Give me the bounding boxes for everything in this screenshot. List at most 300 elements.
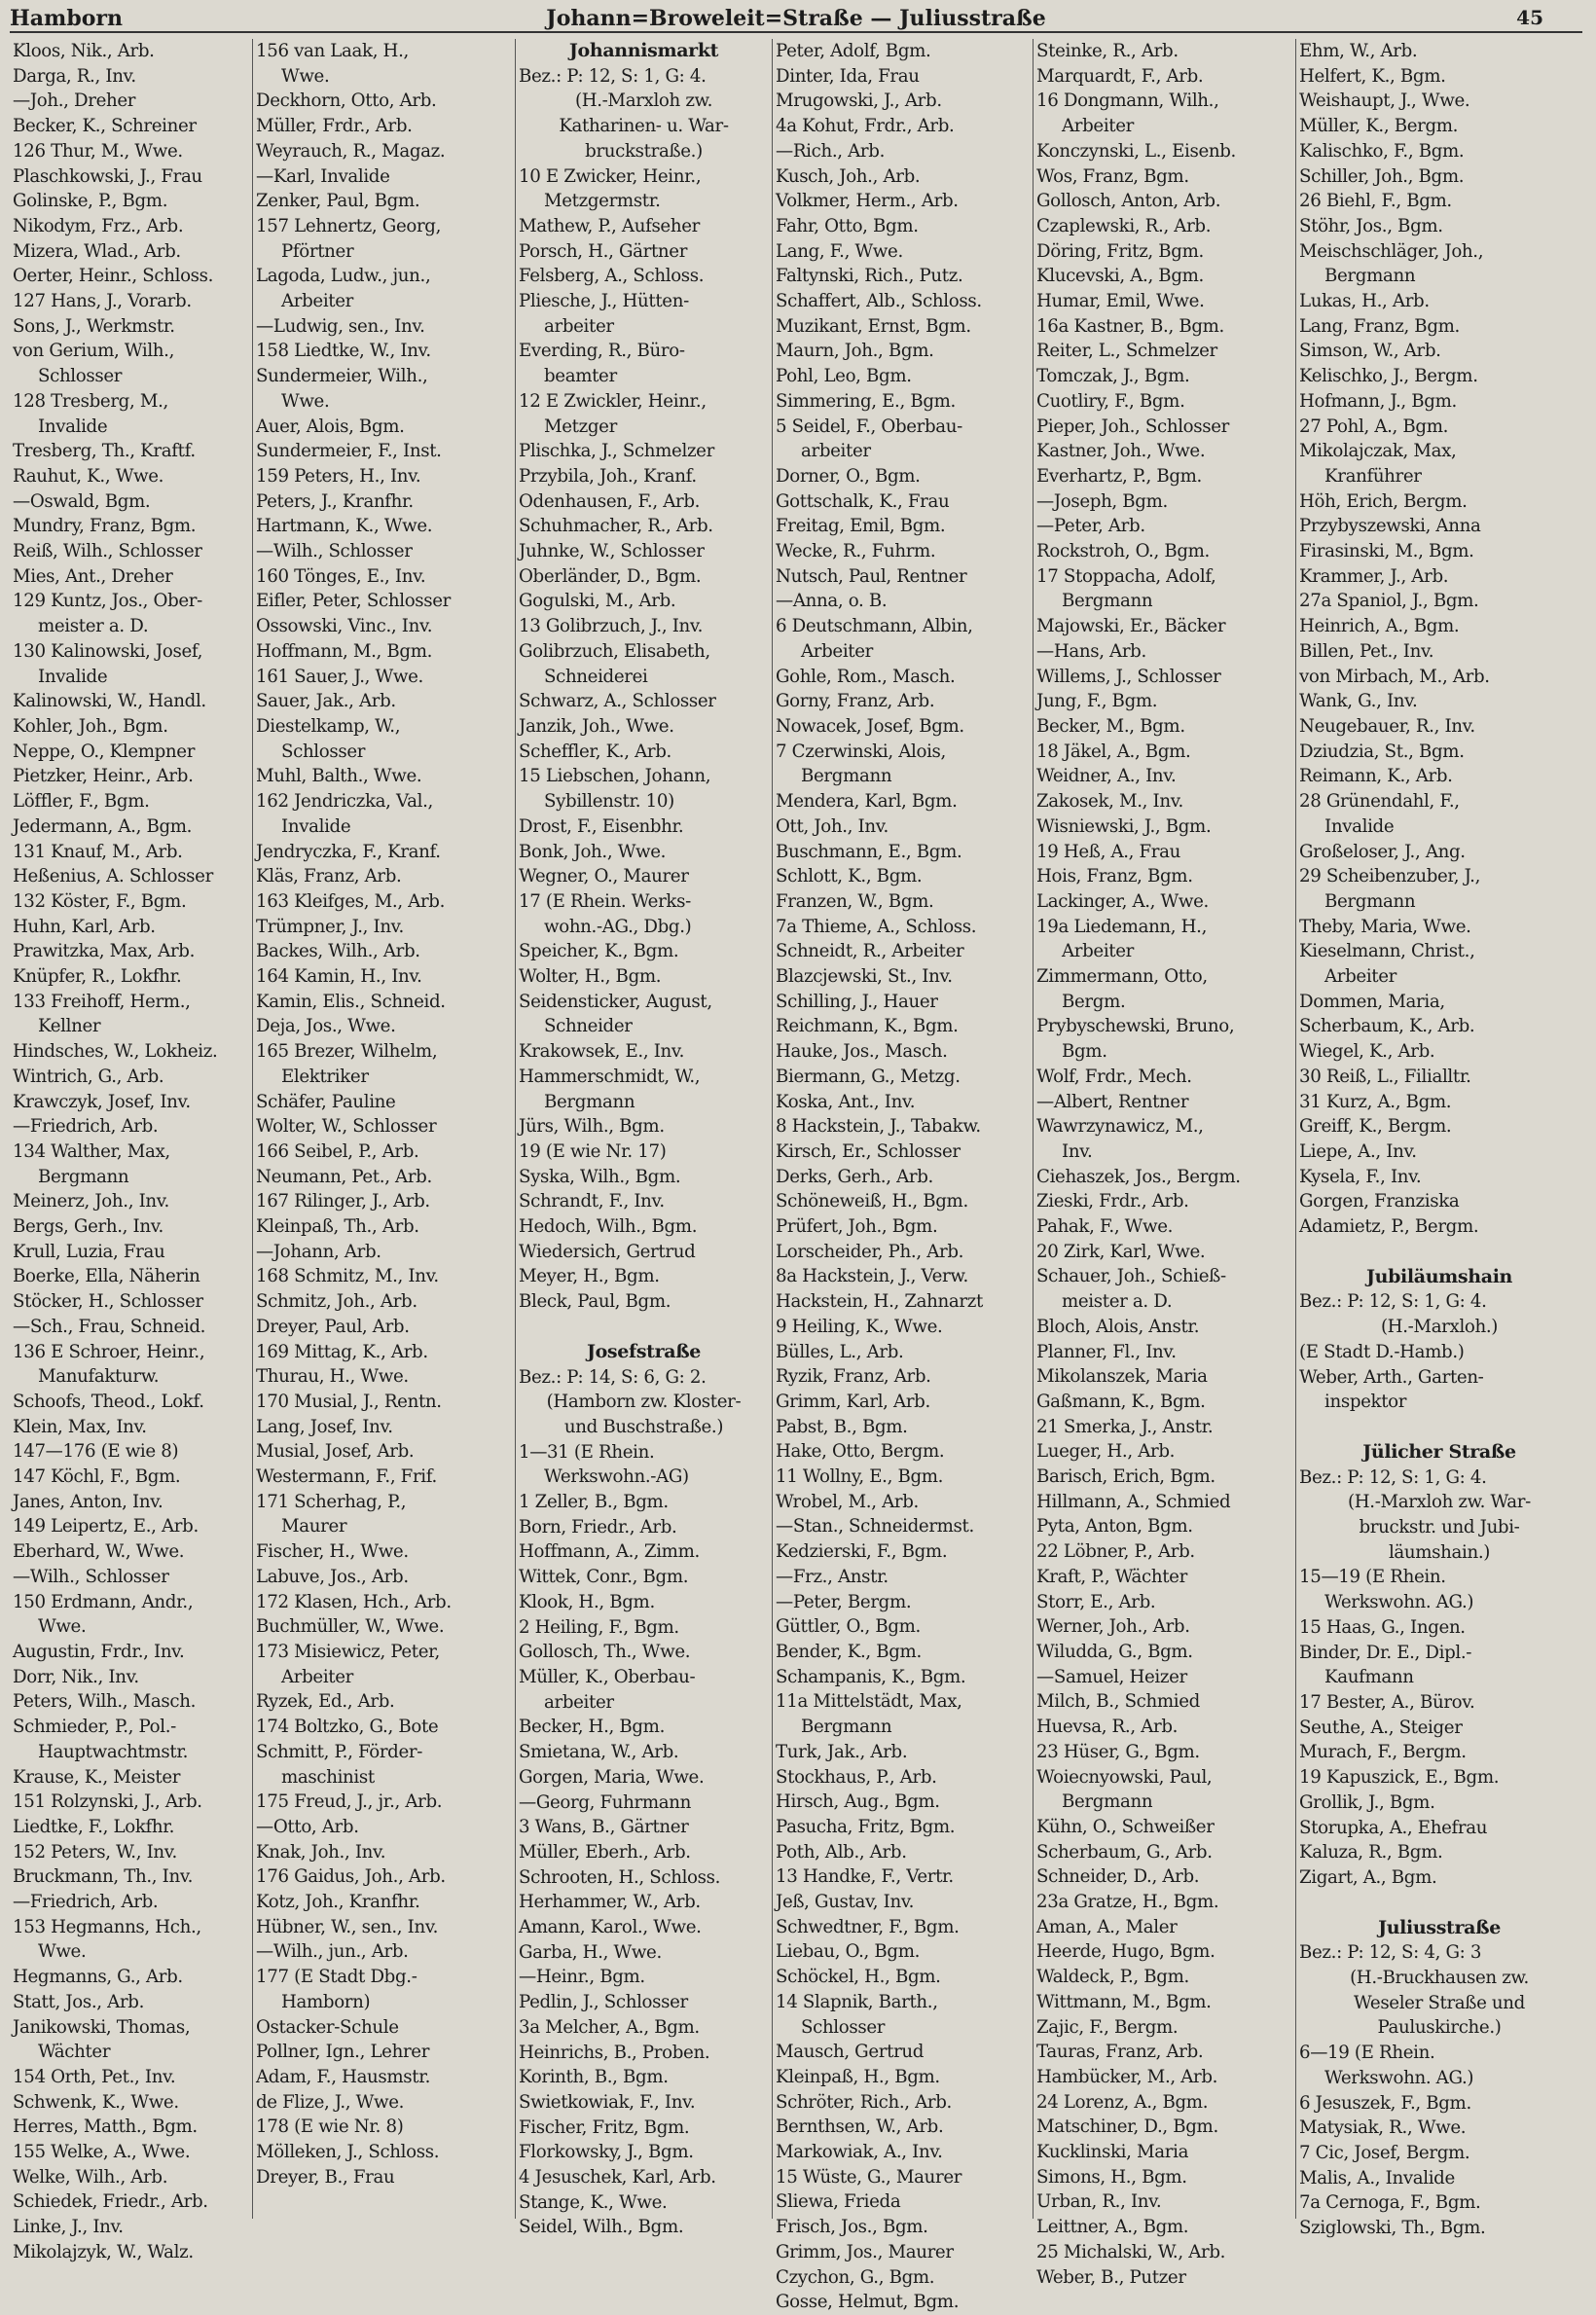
directory-entry-line: —Peter, Arb. [1036, 516, 1145, 537]
directory-entry-line: (H.-Marxloh zw. War- [1348, 1492, 1531, 1513]
directory-entry-line: Wwe. [38, 1941, 87, 1963]
directory-entry-line: Eifler, Peter, Schlosser [256, 591, 452, 612]
directory-entry-line: maschinist [281, 1766, 375, 1788]
directory-entry-line: Kalinowski, W., Handl. [13, 691, 206, 712]
header-street-range: Johann=Broweleit=Straße — Juliusstraße [546, 6, 1046, 31]
directory-entry-line: 130 Kalinowski, Josef, [13, 640, 203, 662]
directory-entry-line: Cuotliry, F., Bgm. [1036, 390, 1185, 412]
directory-entry-line: Mizera, Wlad., Arb. [13, 240, 181, 262]
directory-entry-line: Kleinpaß, Th., Arb. [256, 1216, 419, 1238]
directory-entry-line: Czaplewski, R., Arb. [1036, 215, 1212, 236]
directory-entry-line: Waldeck, P., Bgm. [1036, 1967, 1189, 1988]
directory-entry-line: Wwe. [38, 1616, 87, 1638]
directory-entry-line: Schöckel, H., Bgm. [776, 1967, 941, 1988]
directory-entry-line: Golibrzuch, Elisabeth, [519, 640, 710, 662]
directory-entry-line: Bergmann [38, 1166, 129, 1187]
directory-entry-line: Schiedek, Friedr., Arb. [13, 2191, 208, 2213]
directory-entry-line: 11a Mittelstädt, Max, [776, 1691, 962, 1713]
directory-entry-line: Bgm. [1062, 1041, 1107, 1063]
directory-entry-line: —Friedrich, Arb. [13, 1116, 159, 1138]
directory-column-4 [773, 39, 1034, 2313]
directory-entry-line: Schwarz, A., Schlosser [519, 691, 716, 712]
directory-entry-line: Bleck, Paul, Bgm. [519, 1291, 671, 1313]
directory-entry-line: Arbeiter [281, 1666, 354, 1687]
directory-entry-line: 1—31 (E Rhein. [519, 1441, 655, 1463]
directory-entry-line: Güttler, O., Bgm. [776, 1616, 921, 1638]
directory-entry-line: Binder, Dr. E., Dipl.- [1299, 1642, 1472, 1663]
directory-entry-line: Billen, Pet., Inv. [1299, 640, 1434, 662]
directory-entry-line: Mies, Ant., Dreher [13, 565, 173, 587]
directory-entry-line: Przybila, Joh., Kranf. [519, 465, 697, 487]
directory-entry-line: 23a Gratze, H., Bgm. [1036, 1892, 1219, 1913]
directory-entry-line: Grimm, Jos., Maurer [776, 2241, 954, 2262]
directory-entry-line: Meyer, H., Bgm. [519, 1266, 660, 1287]
directory-entry-line: 15 Wüste, G., Maurer [776, 2166, 962, 2188]
directory-entry-line: Frisch, Jos., Bgm. [776, 2217, 928, 2238]
directory-entry-line: 19 (E wie Nr. 17) [519, 1140, 667, 1162]
directory-entry-line: Everding, R., Büro- [519, 341, 685, 362]
directory-entry-line: Nutsch, Paul, Rentner [776, 565, 967, 587]
directory-entry-line: 163 Kleifges, M., Arb. [256, 890, 446, 912]
directory-entry-line: Schiller, Joh., Bgm. [1299, 165, 1465, 187]
directory-entry-line: Derks, Gerh., Arb. [776, 1166, 933, 1187]
directory-entry-line: Sybillenstr. 10) [544, 791, 674, 813]
directory-entry-line: Adam, F., Hausmstr. [256, 2066, 431, 2087]
directory-entry-line: Kysela, F., Inv. [1299, 1166, 1422, 1187]
directory-entry-line: —Samuel, Heizer [1036, 1666, 1187, 1687]
directory-entry-line: Stöcker, H., Schlosser [13, 1291, 203, 1313]
directory-entry-line: Faltynski, Rich., Putz. [776, 266, 963, 287]
directory-entry-line: 175 Freud, J., jr., Arb. [256, 1791, 443, 1813]
directory-entry-line: Odenhausen, F., Arb. [519, 490, 701, 512]
directory-entry-line: Hübner, W., sen., Inv. [256, 1916, 439, 1937]
directory-entry-line: Pliesche, J., Hütten- [519, 291, 689, 312]
directory-entry-line: Hake, Otto, Bergm. [776, 1441, 945, 1463]
directory-entry-line: —Oswald, Bgm. [13, 490, 151, 512]
directory-entry-line: Kirsch, Er., Schlosser [776, 1140, 961, 1162]
directory-entry-line: Weishaupt, J., Wwe. [1299, 90, 1470, 112]
directory-entry-line: Bergmann [1324, 890, 1416, 912]
section-gap [1299, 1891, 1579, 1916]
directory-entry-line: 129 Kuntz, Jos., Ober- [13, 591, 202, 612]
directory-entry-line: Hois, Franz, Bgm. [1036, 866, 1193, 887]
directory-entry-line: Schlosser [281, 741, 366, 762]
directory-entry-line: 177 (E Stadt Dbg.- [256, 1967, 417, 1988]
directory-entry-line: 15—19 (E Rhein. [1299, 1567, 1446, 1588]
directory-entry-line: Hauptwachtmstr. [38, 1741, 189, 1762]
directory-entry-line: Stange, K., Wwe. [519, 2191, 668, 2213]
directory-entry-line: Fischer, H., Wwe. [256, 1541, 409, 1563]
directory-entry-line: Czychon, G., Bgm. [776, 2266, 935, 2288]
directory-entry-line: 27 Pohl, A., Bgm. [1299, 416, 1449, 437]
directory-entry-line: Leittner, A., Bgm. [1036, 2217, 1189, 2238]
directory-entry-line: Bergmann [1324, 266, 1416, 287]
directory-entry-line: Born, Friedr., Arb. [519, 1516, 677, 1537]
directory-column-3 [516, 39, 773, 2238]
directory-entry-line: Dreyer, B., Frau [256, 2166, 395, 2188]
directory-entry-line: —Albert, Rentner [1036, 1091, 1189, 1112]
directory-entry-line: Schauer, Joh., Schieß- [1036, 1266, 1226, 1287]
directory-entry-line: 2 Heiling, F., Bgm. [519, 1616, 679, 1638]
directory-entry-line: Garba, H., Wwe. [519, 1941, 662, 1963]
directory-entry-line: 170 Musial, J., Rentn. [256, 1391, 442, 1412]
directory-entry-line: 25 Michalski, W., Arb. [1036, 2241, 1226, 2262]
directory-entry-line: 16 Dongmann, Wilh., [1036, 90, 1219, 112]
directory-entry-line: Peters, Wilh., Masch. [13, 1691, 197, 1713]
directory-entry-line: Hillmann, A., Schmied [1036, 1491, 1231, 1512]
directory-entry-line: Reiß, Wilh., Schlosser [13, 541, 202, 562]
directory-entry-line: 147 Köchl, F., Bgm. [13, 1466, 181, 1488]
directory-entry-line: Bonk, Joh., Wwe. [519, 841, 667, 862]
directory-entry-line: Grimm, Karl, Arb. [776, 1391, 930, 1412]
directory-entry-line: —Wilh., Schlosser [13, 1566, 169, 1587]
directory-entry-line: Bez.: P: 12, S: 1, G: 4. [1299, 1466, 1487, 1488]
directory-entry-line: Pabst, B., Bgm. [776, 1416, 908, 1437]
directory-entry-line: 174 Boltzko, G., Bote [256, 1717, 439, 1738]
directory-entry-line: —Otto, Arb. [256, 1816, 359, 1837]
directory-entry-line: Drost, F., Eisenbhr. [519, 815, 684, 837]
directory-entry-line: Wittek, Conr., Bgm. [519, 1567, 689, 1588]
directory-entry-line: Wisniewski, J., Bgm. [1036, 815, 1212, 837]
directory-entry-line: Buchmüller, W., Wwe. [256, 1616, 445, 1638]
directory-entry-line: Schröter, Rich., Arb. [776, 2091, 952, 2113]
directory-entry-line: 134 Walther, Max, [13, 1140, 170, 1162]
directory-entry-line: Marquardt, F., Arb. [1036, 65, 1204, 87]
directory-entry-line: Bez.: P: 12, S: 1, G: 4. [1299, 1291, 1487, 1313]
directory-entry-line: Schmitz, Joh., Arb. [256, 1291, 417, 1313]
directory-entry-line: Neugebauer, R., Inv. [1299, 715, 1475, 737]
directory-column-2 [253, 39, 516, 2219]
directory-entry-line: Wwe. [281, 390, 330, 412]
directory-entry-line: Schneiderei [544, 666, 648, 687]
directory-entry-line: Weber, B., Putzer [1036, 2266, 1186, 2288]
directory-entry-line: 164 Kamin, H., Inv. [256, 966, 422, 988]
directory-entry-line: 9 Heiling, K., Wwe. [776, 1316, 943, 1337]
directory-entry-line: Wawrzynawicz, M., [1036, 1116, 1204, 1138]
directory-entry-line: Janzik, Joh., Wwe. [519, 715, 674, 737]
directory-entry-line: Volkmer, Herm., Arb. [776, 191, 959, 212]
directory-entry-line: Thurau, H., Wwe. [256, 1366, 409, 1388]
directory-entry-line: Freitag, Emil, Bgm. [776, 516, 946, 537]
directory-entry-line: Zenker, Paul, Bgm. [256, 191, 420, 212]
directory-entry-line: Dziudzia, St., Bgm. [1299, 741, 1465, 762]
directory-entry-line: 136 E Schroer, Heinr., [13, 1341, 205, 1362]
directory-entry-line: Hedoch, Wilh., Bgm. [519, 1216, 698, 1238]
directory-entry-line: Koska, Ant., Inv. [776, 1091, 916, 1112]
directory-entry-line: Lueger, H., Arb. [1036, 1441, 1176, 1463]
directory-entry-line: Felsberg, A., Schloss. [519, 266, 705, 287]
directory-entry-line: 128 Tresberg, M., [13, 390, 168, 412]
directory-entry-line: Arbeiter [1324, 966, 1397, 988]
directory-entry-line: Lorscheider, Ph., Arb. [776, 1241, 964, 1262]
directory-entry-line: Tomczak, J., Bgm. [1036, 366, 1190, 387]
directory-entry-line: Stöhr, Jos., Bgm. [1299, 215, 1443, 236]
directory-entry-line: Barisch, Erich, Bgm. [1036, 1466, 1215, 1488]
directory-entry-line: Nikodym, Frz., Arb. [13, 215, 184, 236]
directory-entry-line: 19 Kapuszick, E., Bgm. [1299, 1767, 1500, 1789]
directory-entry-line: 162 Jendriczka, Val., [256, 791, 433, 813]
directory-entry-line: Hambücker, M., Arb. [1036, 2066, 1218, 2087]
directory-entry-line: 6—19 (E Rhein. [1299, 2043, 1435, 2064]
directory-entry-line: 155 Welke, A., Wwe. [13, 2142, 191, 2163]
directory-entry-line: 156 van Laak, H., [256, 41, 409, 61]
directory-entry-line: Sundermeier, F., Inst. [256, 441, 442, 462]
section-gap [1299, 1240, 1579, 1265]
directory-entry-line: von Mirbach, M., Arb. [1299, 666, 1490, 687]
directory-entry-line: Diestelkamp, W., [256, 715, 401, 737]
directory-entry-line: Reichmann, K., Bgm. [776, 1016, 959, 1037]
directory-entry-line: Ryzik, Franz, Arb. [776, 1366, 931, 1388]
directory-entry-line: Dorr, Nik., Inv. [13, 1666, 139, 1687]
directory-entry-line: Janikowski, Thomas, [13, 2016, 191, 2038]
directory-entry-line: 158 Liedtke, W., Inv. [256, 341, 431, 362]
directory-entry-line: Katharinen- u. War- [559, 116, 729, 137]
directory-entry-line: Schwenk, K., Wwe. [13, 2091, 179, 2113]
directory-entry-line: Inv. [1062, 1140, 1093, 1162]
directory-entry-line: Pahak, F., Wwe. [1036, 1216, 1174, 1238]
directory-entry-line: 27a Spaniol, J., Bgm. [1299, 591, 1479, 612]
directory-entry-line: Lukas, H., Arb. [1299, 291, 1430, 312]
directory-entry-line: Schuhmacher, R., Arb. [519, 516, 713, 537]
directory-entry-line: Jendryczka, F., Kranf. [256, 841, 441, 862]
directory-entry-line: Schaffert, Alb., Schloss. [776, 291, 982, 312]
directory-entry-line: Fahr, Otto, Bgm. [776, 215, 919, 236]
directory-entry-line: Muzikant, Ernst, Bgm. [776, 315, 971, 337]
directory-entry-line: Lackinger, A., Wwe. [1036, 890, 1209, 912]
directory-entry-line: Schrandt, F., Inv. [519, 1191, 665, 1212]
directory-entry-line: —Heinr., Bgm. [519, 1967, 645, 1988]
directory-entry-line: Wiegel, K., Arb. [1299, 1041, 1435, 1063]
directory-entry-line: Sliewa, Frieda [776, 2191, 901, 2213]
directory-entry-line: Scherbaum, K., Arb. [1299, 1016, 1475, 1037]
street-heading: Johannismarkt [568, 40, 719, 61]
directory-entry-line: 22 Löbner, P., Arb. [1036, 1541, 1195, 1563]
directory-entry-line: Florkowsky, J., Bgm. [519, 2142, 694, 2163]
directory-entry-line: Gohle, Rom., Masch. [776, 666, 956, 687]
directory-entry-line: Gottschalk, K., Frau [776, 490, 950, 512]
directory-entry-line: Storupka, A., Ehefrau [1299, 1817, 1488, 1838]
directory-entry-line: 4 Jesuschek, Karl, Arb. [519, 2167, 716, 2188]
directory-entry-line: 31 Kurz, A., Bgm. [1299, 1091, 1452, 1112]
directory-entry-line: Schlosser [801, 2016, 886, 2038]
directory-entry-line: Schilling, J., Hauer [776, 991, 938, 1012]
directory-entry-line: Scherbaum, G., Arb. [1036, 1841, 1213, 1863]
directory-entry-line: Klucevski, A., Bgm. [1036, 266, 1204, 287]
directory-entry-line: —Friedrich, Arb. [13, 1892, 159, 1913]
directory-entry-line: Neppe, O., Klempner [13, 741, 196, 762]
directory-entry-line: Müller, Frdr., Arb. [256, 116, 413, 137]
directory-entry-line: Simmering, E., Bgm. [776, 390, 956, 412]
directory-entry-line: Bez.: P: 14, S: 6, G: 2. [519, 1366, 707, 1388]
directory-entry-line: Muhl, Balth., Wwe. [256, 766, 422, 787]
directory-entry-line: Willems, J., Schlosser [1036, 666, 1221, 687]
directory-entry-line: Gollosch, Anton, Arb. [1036, 191, 1221, 212]
directory-entry-line: (H.-Marxloh.) [1380, 1317, 1499, 1338]
directory-entry-line: Meischschläger, Joh., [1299, 240, 1484, 262]
directory-entry-line: Wiludda, G., Bgm. [1036, 1642, 1193, 1662]
directory-entry-line: Tresberg, Th., Kraftf. [13, 441, 196, 462]
directory-entry-line: arbeiter [544, 315, 614, 337]
directory-entry-line: Schoofs, Theod., Lokf. [13, 1391, 204, 1412]
directory-entry-line: 17 (E Rhein. Werks- [519, 890, 691, 912]
directory-entry-line: 5 Seidel, F., Oberbau- [776, 416, 962, 437]
directory-entry-line: 7 Czerwinski, Alois, [776, 741, 946, 762]
directory-entry-line: —Hans, Arb. [1036, 640, 1146, 662]
directory-entry-line: Westermann, F., Frif. [256, 1466, 437, 1488]
directory-entry-line: Maurn, Joh., Bgm. [776, 341, 934, 362]
directory-entry-line: Heinrichs, B., Proben. [519, 2042, 710, 2063]
directory-entry-line: Mundry, Franz, Bgm. [13, 516, 197, 537]
directory-entry-line: (E Stadt D.-Hamb.) [1299, 1341, 1465, 1362]
directory-entry-line: Matschiner, D., Bgm. [1036, 2116, 1218, 2138]
header-district: Hamborn [10, 6, 123, 31]
directory-entry-line: Arbeiter [1062, 116, 1135, 137]
directory-entry-line: Mausch, Gertrud [776, 2042, 925, 2063]
directory-entry-line: —Joseph, Bgm. [1036, 490, 1168, 512]
directory-entry-line: 161 Sauer, J., Wwe. [256, 666, 423, 687]
directory-entry-line: Hindsches, W., Lokheiz. [13, 1041, 218, 1063]
directory-entry-line: Gaßmann, K., Bgm. [1036, 1391, 1206, 1412]
page-header [10, 6, 1582, 33]
directory-entry-line: 23 Hüser, G., Bgm. [1036, 1741, 1200, 1762]
directory-entry-line: Kusch, Joh., Arb. [776, 165, 921, 187]
directory-entry-line: Kloos, Nik., Arb. [13, 41, 155, 61]
directory-entry-line: Zimmermann, Otto, [1036, 966, 1208, 988]
directory-entry-line: Mendera, Karl, Bgm. [776, 791, 958, 813]
directory-entry-line: Smietana, W., Arb. [519, 1742, 679, 1763]
directory-entry-line: Großeloser, J., Ang. [1299, 841, 1466, 862]
directory-entry-line: Oerter, Heinr., Schloss. [13, 266, 214, 287]
directory-entry-line: 17 Stoppacha, Adolf, [1036, 565, 1216, 587]
directory-entry-line: Markowiak, A., Inv. [776, 2142, 943, 2163]
directory-entry-line: 160 Tönges, E., Inv. [256, 565, 426, 587]
directory-entry-line: Bez.: P: 12, S: 4, G: 3 [1299, 1942, 1482, 1964]
directory-entry-line: von Gerium, Wilh., [13, 341, 175, 362]
directory-entry-line: Liedtke, F., Lokfhr. [13, 1816, 175, 1837]
directory-entry-line: Kohler, Joh., Bgm. [13, 715, 168, 737]
directory-entry-line: Statt, Jos., Arb. [13, 1991, 145, 2012]
directory-entry-line: Bloch, Alois, Anstr. [1036, 1316, 1200, 1337]
directory-entry-line: —Karl, Invalide [256, 165, 390, 187]
directory-entry-line: —Wilh., jun., Arb. [256, 1941, 409, 1963]
directory-entry-line: Elektriker [281, 1066, 369, 1087]
directory-entry-line: Arbeiter [1062, 941, 1135, 962]
directory-entry-line: Boerke, Ella, Näherin [13, 1266, 200, 1287]
directory-entry-line: 8 Hackstein, J., Tabakw. [776, 1116, 981, 1138]
directory-entry-line: Seidensticker, August, [519, 991, 712, 1012]
directory-entry-line: —Georg, Fuhrmann [519, 1791, 691, 1813]
directory-entry-line: Hoffmann, M., Bgm. [256, 640, 433, 662]
directory-entry-line: Theby, Maria, Wwe. [1299, 916, 1471, 937]
directory-entry-line: Schlott, K., Bgm. [776, 866, 923, 887]
directory-entry-line: Porsch, H., Gärtner [519, 240, 688, 262]
directory-entry-line: meister a. D. [1062, 1291, 1173, 1313]
directory-entry-line: Bernthsen, W., Arb. [776, 2116, 944, 2138]
directory-entry-line: Kaluza, R., Bgm. [1299, 1842, 1443, 1863]
directory-entry-line: Hegmanns, G., Arb. [13, 1967, 183, 1988]
directory-entry-line: 157 Lehnertz, Georg, [256, 215, 442, 236]
directory-entry-line: 15 Liebschen, Johann, [519, 766, 711, 787]
directory-entry-line: Kastner, Joh., Wwe. [1036, 441, 1206, 462]
directory-entry-line: Juhnke, W., Schlosser [519, 541, 705, 562]
directory-entry-line: Matysiak, R., Wwe. [1299, 2117, 1467, 2139]
directory-entry-line: Ostacker-Schule [256, 2016, 399, 2038]
directory-entry-line: Kucklinski, Maria [1036, 2142, 1189, 2163]
directory-entry-line: Swietkowiak, F., Inv. [519, 2091, 696, 2113]
directory-entry-line: 29 Scheibenzuber, J., [1299, 866, 1481, 887]
directory-entry-line: Wank, G., Inv. [1299, 691, 1418, 712]
directory-entry-line: 10 E Zwicker, Heinr., [519, 165, 702, 187]
directory-entry-line: —Wilh., Schlosser [256, 541, 413, 562]
directory-entry-line: 21 Smerka, J., Anstr. [1036, 1416, 1214, 1437]
directory-entry-line: Tauras, Franz, Arb. [1036, 2042, 1204, 2063]
directory-entry-line: Arbeiter [801, 640, 874, 662]
directory-entry-line: —Ludwig, sen., Inv. [256, 315, 425, 337]
directory-entry-line: Eberhard, W., Wwe. [13, 1541, 185, 1563]
directory-entry-line: Sons, J., Werkmstr. [13, 315, 175, 337]
directory-entry-line: Bergmann [1062, 591, 1153, 612]
directory-entry-line: —Joh., Dreher [13, 90, 136, 112]
directory-entry-line: Wolf, Frdr., Mech. [1036, 1066, 1192, 1087]
directory-entry-line: 17 Bester, A., Bürov. [1299, 1692, 1475, 1713]
directory-entry-line: de Flize, J., Wwe. [256, 2091, 405, 2113]
directory-entry-line: Woiecnyowski, Paul, [1036, 1766, 1213, 1788]
directory-entry-line: Sziglowski, Th., Bgm. [1299, 2218, 1486, 2239]
directory-entry-line: arbeiter [801, 441, 871, 462]
directory-entry-line: 132 Köster, F., Bgm. [13, 890, 187, 912]
directory-entry-line: Becker, M., Bgm. [1036, 715, 1185, 737]
directory-entry-line: Heßenius, A. Schlosser [13, 866, 213, 887]
directory-entry-line: Zajic, F., Bergm. [1036, 2016, 1179, 2038]
directory-entry-line: Schlosser [38, 366, 123, 387]
directory-entry-line: 176 Gaidus, Joh., Arb. [256, 1866, 446, 1888]
directory-entry-line: 126 Thur, M., Wwe. [13, 140, 183, 162]
directory-entry-line: Wächter [38, 2042, 111, 2063]
directory-entry-line: Seidel, Wilh., Bgm. [519, 2217, 684, 2238]
directory-entry-line: Jung, F., Bgm. [1036, 691, 1158, 712]
directory-entry-line: Steinke, R., Arb. [1036, 41, 1179, 61]
directory-entry-line: Franzen, W., Bgm. [776, 890, 934, 912]
directory-entry-line: Wwe. [281, 65, 330, 87]
directory-entry-line: Reiter, L., Schmelzer [1036, 341, 1217, 362]
directory-entry-line: Trümpner, J., Inv. [256, 916, 404, 937]
directory-entry-line: Werkswohn.-AG) [544, 1466, 689, 1488]
directory-entry-line: Rauhut, K., Wwe. [13, 465, 164, 487]
directory-entry-line: 15 Haas, G., Ingen. [1299, 1616, 1466, 1638]
directory-entry-line: Kellner [38, 1016, 101, 1037]
directory-entry-line: meister a. D. [38, 616, 149, 637]
directory-entry-line: Lang, Josef, Inv. [256, 1416, 393, 1437]
directory-entry-line: Stockhaus, P., Arb. [776, 1766, 937, 1788]
directory-entry-line: Pieper, Joh., Schlosser [1036, 416, 1229, 437]
directory-entry-line: Krammer, J., Arb. [1299, 565, 1449, 587]
directory-entry-line: Hirsch, Aug., Bgm. [776, 1791, 940, 1813]
directory-entry-line: Wos, Franz, Bgm. [1036, 165, 1189, 187]
directory-entry-line: Herhammer, W., Arb. [519, 1892, 701, 1913]
directory-entry-line: Darga, R., Inv. [13, 65, 136, 87]
directory-entry-line: Werkswohn. AG.) [1324, 2067, 1474, 2088]
directory-entry-line: Ryzek, Ed., Arb. [256, 1691, 395, 1713]
directory-entry-line: Wiedersich, Gertrud [519, 1241, 696, 1262]
directory-entry-line: beamter [544, 366, 617, 387]
directory-entry-line: Bergmann [1062, 1791, 1153, 1813]
directory-entry-line: Deckhorn, Otto, Arb. [256, 90, 437, 112]
directory-entry-line: Backes, Wilh., Arb. [256, 941, 420, 962]
directory-entry-line: Bruckmann, Th., Inv. [13, 1866, 194, 1888]
directory-columns [10, 39, 1582, 2313]
directory-entry-line: Planner, Fl., Inv. [1036, 1341, 1177, 1362]
directory-entry-line: Kamin, Elis., Schneid. [256, 991, 446, 1012]
